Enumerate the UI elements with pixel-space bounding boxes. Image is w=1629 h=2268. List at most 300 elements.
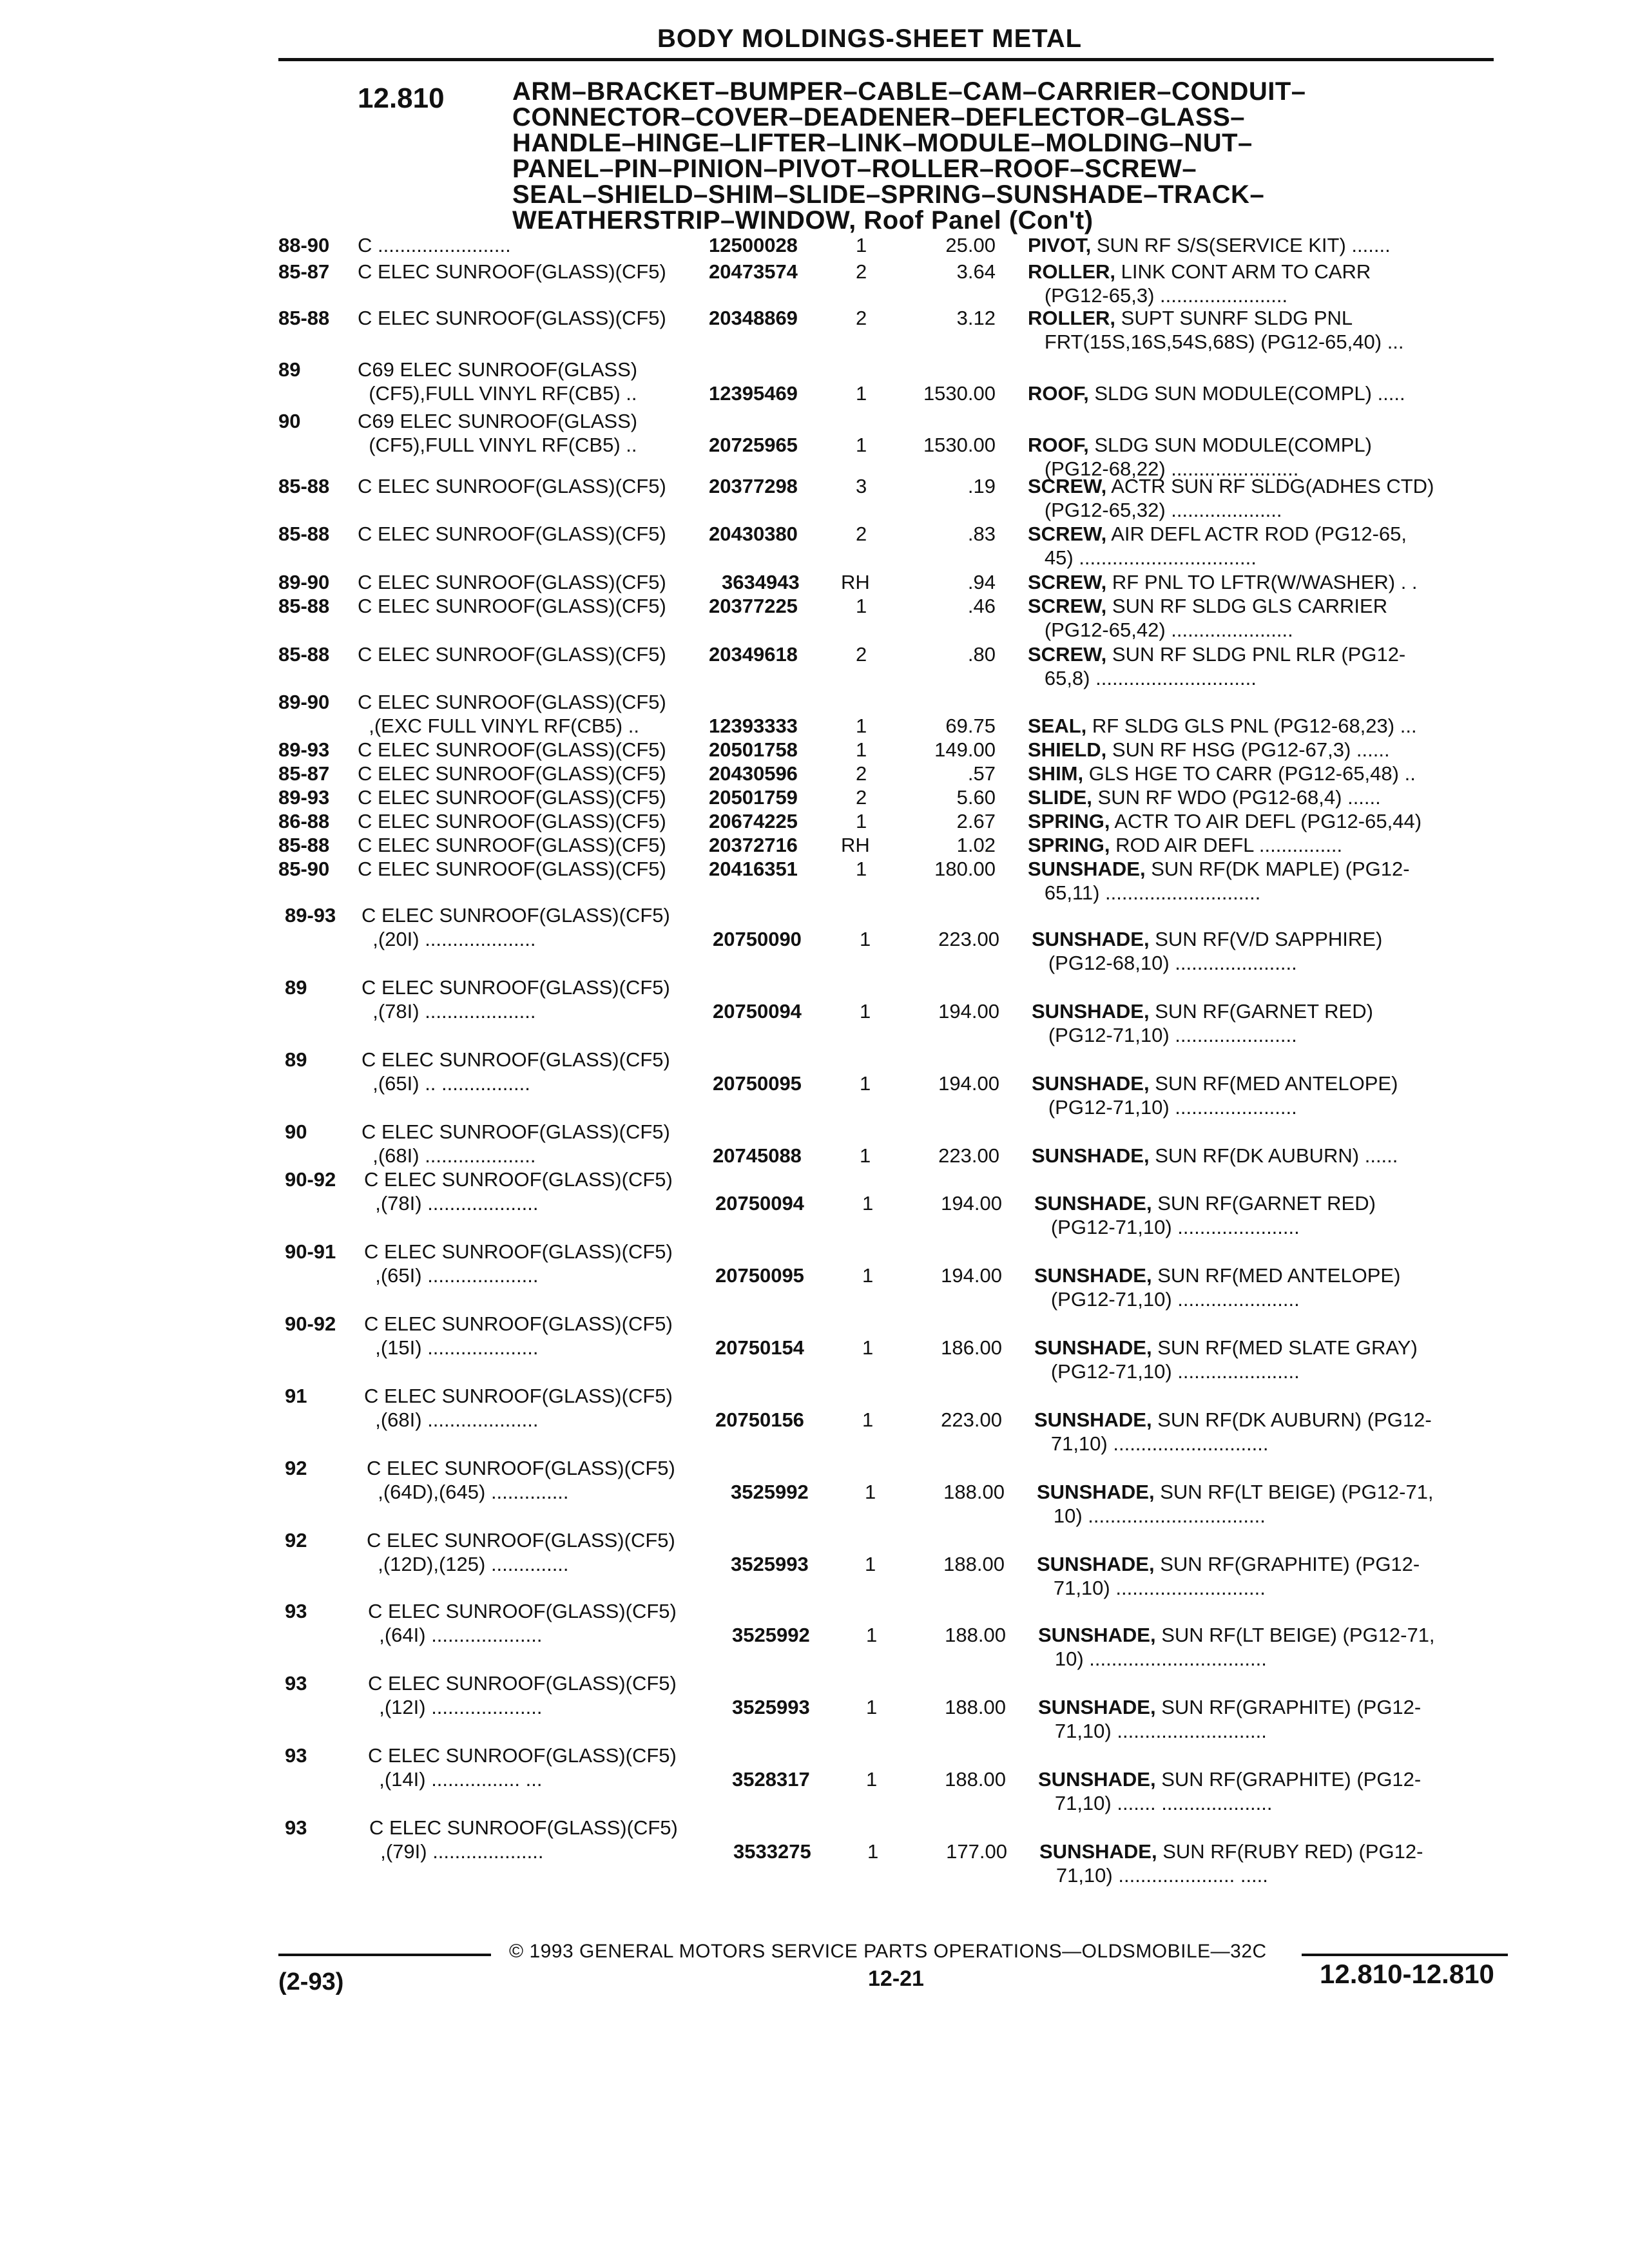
part-number: 20416351: [709, 858, 798, 880]
footer-rule-left: [278, 1954, 491, 1956]
part-name-line: [1028, 833, 1342, 857]
part-name: [1028, 833, 1342, 857]
part-modifier: SUN RF(DK AUBURN) ......: [1149, 1144, 1398, 1167]
part-name: [1034, 1336, 1418, 1383]
part-number: 3525992: [732, 1624, 810, 1646]
unit-price: .46: [967, 595, 996, 617]
part-noun: SUNSHADE,: [1032, 1072, 1150, 1095]
part-modifier: SLDG SUN MODULE(COMPL): [1088, 434, 1372, 456]
model-years: 90: [285, 1120, 307, 1143]
model-years: 89-93: [278, 738, 330, 761]
model-years: 89-93: [278, 786, 330, 809]
part-noun: SUNSHADE,: [1028, 858, 1146, 880]
quantity: 1: [860, 1144, 871, 1167]
unit-price: 180.00: [934, 858, 996, 880]
part-modifier: 71,10) ...........................: [1037, 1577, 1266, 1599]
part-name-line: [1028, 433, 1372, 457]
running-title: BODY MOLDINGS-SHEET METAL: [657, 24, 1083, 53]
part-noun: ROOF,: [1028, 434, 1089, 456]
quantity: 1: [856, 715, 867, 737]
description-line: ,(12I) ....................: [368, 1696, 543, 1718]
part-number: 12500028: [709, 234, 798, 256]
quantity: 1: [856, 234, 867, 256]
part-number: 20750095: [715, 1264, 804, 1287]
application-description: [368, 1744, 677, 1791]
quantity: 1: [856, 738, 867, 761]
part-name-line: [1034, 1215, 1376, 1239]
description-line: C ELEC SUNROOF(GLASS)(CF5): [369, 1816, 678, 1839]
quantity: RH: [841, 834, 870, 856]
part-noun: SCREW,: [1028, 475, 1107, 497]
part-name: [1037, 1480, 1434, 1528]
part-modifier: SUN RF(RUBY RED) (PG12-: [1157, 1840, 1423, 1863]
unit-price: .57: [967, 762, 996, 785]
application-description: [364, 1168, 673, 1215]
part-name-line: [1028, 618, 1387, 642]
part-modifier: (PG12-68,22) .......................: [1028, 457, 1299, 480]
part-modifier: (PG12-71,10) ......................: [1034, 1216, 1300, 1238]
part-modifier: SUN RF SLDG GLS CARRIER: [1106, 595, 1388, 617]
unit-price: 2.67: [956, 810, 996, 832]
description-line: ,(64I) ....................: [368, 1624, 543, 1646]
part-name-line: [1038, 1647, 1435, 1671]
unit-price: 188.00: [945, 1768, 1006, 1791]
quantity: 1: [866, 1624, 878, 1646]
application-description: [358, 358, 637, 405]
description-line: C ELEC SUNROOF(GLASS)(CF5): [358, 595, 666, 617]
part-noun: SPRING,: [1028, 834, 1110, 856]
part-name-line: [1038, 1695, 1421, 1719]
description-line: C ELEC SUNROOF(GLASS)(CF5): [358, 786, 666, 809]
model-years: 89-90: [278, 571, 330, 593]
unit-price: 3.64: [956, 260, 996, 283]
application-description: [358, 785, 666, 809]
part-name-line: [1034, 1191, 1376, 1215]
unit-price: 188.00: [945, 1624, 1006, 1646]
part-name-line: [1032, 999, 1373, 1023]
unit-price: 188.00: [943, 1481, 1005, 1503]
unit-price: 223.00: [938, 1144, 999, 1167]
model-years: 93: [285, 1600, 307, 1622]
unit-price: 223.00: [941, 1408, 1002, 1431]
part-modifier: SUPT SUNRF SLDG PNL: [1115, 307, 1353, 329]
application-description: [358, 690, 666, 738]
part-noun: ROLLER,: [1028, 307, 1116, 329]
part-noun: SLIDE,: [1028, 786, 1092, 809]
model-years: 85-88: [278, 643, 330, 666]
section-title-line: WEATHERSTRIP–WINDOW, Roof Panel (Con't): [512, 206, 1094, 235]
part-modifier: (PG12-65,32) ....................: [1028, 499, 1282, 521]
quantity: 1: [856, 382, 867, 405]
description-line: ,(14I) ................ ...: [368, 1768, 543, 1791]
part-name: [1028, 762, 1416, 785]
part-name: [1028, 857, 1410, 905]
part-number: 3528317: [732, 1768, 810, 1791]
part-noun: SUNSHADE,: [1032, 1144, 1150, 1167]
part-name: [1028, 642, 1405, 690]
application-description: [358, 738, 666, 762]
model-years: 89: [285, 976, 307, 999]
part-noun: SUNSHADE,: [1038, 1768, 1156, 1791]
description-line: ,(78I) ....................: [364, 1192, 539, 1215]
part-name-line: [1037, 1576, 1420, 1600]
part-noun: SUNSHADE,: [1034, 1408, 1152, 1431]
description-line: C ELEC SUNROOF(GLASS)(CF5): [358, 858, 666, 880]
part-name-line: [1028, 306, 1404, 330]
model-years: 85-88: [278, 595, 330, 617]
quantity: 1: [865, 1481, 876, 1503]
part-name-line: [1039, 1863, 1423, 1887]
part-name-line: [1038, 1719, 1421, 1743]
application-description: [361, 1120, 670, 1168]
part-modifier: (PG12-68,10) ......................: [1032, 952, 1297, 974]
unit-price: 186.00: [941, 1336, 1002, 1359]
model-years: 91: [285, 1385, 307, 1407]
model-years: 89: [285, 1048, 307, 1071]
description-line: C ELEC SUNROOF(GLASS)(CF5): [361, 904, 670, 927]
part-noun: SUNSHADE,: [1037, 1553, 1155, 1575]
description-line: C ELEC SUNROOF(GLASS)(CF5): [364, 1312, 673, 1335]
part-noun: SUNSHADE,: [1032, 928, 1150, 950]
part-number: 20750094: [713, 1000, 802, 1023]
description-line: ,(79I) ....................: [369, 1840, 544, 1863]
quantity: 1: [856, 810, 867, 832]
model-years: 85-88: [278, 475, 330, 497]
unit-price: 188.00: [945, 1696, 1006, 1718]
model-years: 85-88: [278, 523, 330, 545]
part-name-line: [1032, 1072, 1398, 1095]
part-name-line: [1028, 666, 1405, 690]
part-noun: SUNSHADE,: [1034, 1264, 1152, 1287]
quantity: RH: [841, 571, 870, 593]
description-line: C ELEC SUNROOF(GLASS)(CF5): [368, 1672, 677, 1695]
part-modifier: GLS HGE TO CARR (PG12-65,48) ..: [1083, 762, 1416, 785]
model-years: 90: [278, 410, 301, 432]
part-name-line: [1034, 1408, 1432, 1432]
description-line: C69 ELEC SUNROOF(GLASS): [358, 410, 638, 432]
part-number: 20473574: [709, 260, 798, 283]
part-number: 20750154: [715, 1336, 804, 1359]
part-modifier: SUN RF HSG (PG12-67,3) ......: [1106, 738, 1390, 761]
application-description: [361, 1048, 670, 1095]
description-line: C ELEC SUNROOF(GLASS)(CF5): [358, 523, 666, 545]
unit-price: 1.02: [956, 834, 996, 856]
quantity: 1: [860, 1000, 871, 1023]
part-noun: SHIM,: [1028, 762, 1084, 785]
section-title-line: CONNECTOR–COVER–DEADENER–DEFLECTOR–GLASS–: [512, 103, 1246, 131]
part-name-line: [1037, 1504, 1434, 1528]
part-name-line: [1038, 1623, 1435, 1647]
part-noun: SCREW,: [1028, 523, 1107, 545]
part-modifier: AIR DEFL ACTR ROD (PG12-65,: [1106, 523, 1407, 545]
part-modifier: 71,10) ..................... .....: [1039, 1864, 1268, 1887]
application-description: [364, 1384, 673, 1432]
application-description: [358, 809, 666, 833]
quantity: 2: [856, 307, 867, 329]
part-name-line: [1038, 1791, 1421, 1815]
part-noun: SHIELD,: [1028, 738, 1107, 761]
part-name-line: [1028, 284, 1371, 307]
section-title-line: HANDLE–HINGE–LIFTER–LINK–MODULE–MOLDING–NUT–: [512, 129, 1253, 157]
part-noun: SCREW,: [1028, 643, 1107, 666]
application-description: [364, 1312, 673, 1360]
part-number: 3525992: [731, 1481, 809, 1503]
part-modifier: ACTR SUN RF SLDG(ADHES CTD): [1106, 475, 1434, 497]
part-name: [1028, 785, 1381, 809]
part-modifier: SUN RF(V/D SAPPHIRE): [1149, 928, 1383, 950]
part-modifier: SUN RF(GRAPHITE) (PG12-: [1155, 1768, 1422, 1791]
model-years: 90-91: [285, 1240, 336, 1263]
part-modifier: (PG12-65,3) .......................: [1028, 284, 1288, 307]
part-name: [1032, 999, 1373, 1047]
part-name-line: [1028, 570, 1418, 594]
model-years: 89-90: [278, 691, 330, 713]
part-number: 3525993: [731, 1553, 809, 1575]
description-line: C ELEC SUNROOF(GLASS)(CF5): [368, 1744, 677, 1767]
part-modifier: SUN RF(DK AUBURN) (PG12-: [1152, 1408, 1432, 1431]
description-line: C ELEC SUNROOF(GLASS)(CF5): [358, 475, 666, 497]
part-name: [1028, 233, 1391, 257]
part-name-line: [1032, 1095, 1398, 1119]
description-line: C ELEC SUNROOF(GLASS)(CF5): [358, 307, 666, 329]
part-number: 12393333: [709, 715, 798, 737]
description-line: ,(78I) ....................: [361, 1000, 536, 1023]
application-description: [358, 306, 666, 330]
part-number: 20372716: [709, 834, 798, 856]
part-modifier: SUN RF(MED SLATE GRAY): [1152, 1336, 1418, 1359]
unit-price: 194.00: [938, 1000, 999, 1023]
description-line: C69 ELEC SUNROOF(GLASS): [358, 358, 638, 381]
part-modifier: SUN RF(GARNET RED): [1149, 1000, 1373, 1023]
part-number: 20750094: [715, 1192, 804, 1215]
model-years: 86-88: [278, 810, 330, 832]
part-name-line: [1034, 1336, 1418, 1360]
part-name-line: [1028, 785, 1381, 809]
part-noun: SUNSHADE,: [1037, 1481, 1155, 1503]
part-name: [1028, 570, 1418, 594]
description-line: C ELEC SUNROOF(GLASS)(CF5): [367, 1457, 675, 1479]
part-number: 20750095: [713, 1072, 802, 1095]
description-line: C ELEC SUNROOF(GLASS)(CF5): [364, 1385, 673, 1407]
part-modifier: SUN RF(MED ANTELOPE): [1149, 1072, 1398, 1095]
part-modifier: SUN RF(DK MAPLE) (PG12-: [1145, 858, 1410, 880]
part-number: 12395469: [709, 382, 798, 405]
part-noun: ROOF,: [1028, 382, 1089, 405]
application-description: [358, 857, 666, 881]
description-line: ,(15I) ....................: [364, 1336, 539, 1359]
section-title-line: SEAL–SHIELD–SHIM–SLIDE–SPRING–SUNSHADE–TRACK–: [512, 180, 1265, 209]
part-name: [1034, 1408, 1432, 1456]
description-line: ,(65I) .. ................: [361, 1072, 530, 1095]
quantity: 2: [856, 643, 867, 666]
application-description: [367, 1456, 675, 1504]
quantity: 1: [862, 1336, 874, 1359]
part-name-line: [1038, 1767, 1421, 1791]
part-name-line: [1028, 857, 1410, 881]
part-modifier: SUN RF(LT BEIGE) (PG12-71,: [1154, 1481, 1434, 1503]
description-line: C ELEC SUNROOF(GLASS)(CF5): [358, 691, 666, 713]
part-name-line: [1028, 594, 1387, 618]
part-modifier: RF PNL TO LFTR(W/WASHER) . .: [1106, 571, 1418, 593]
quantity: 3: [856, 475, 867, 497]
model-years: 85-90: [278, 858, 330, 880]
part-name: [1028, 474, 1434, 522]
part-name: [1028, 594, 1387, 642]
unit-price: .80: [967, 643, 996, 666]
description-line: C ELEC SUNROOF(GLASS)(CF5): [364, 1168, 673, 1191]
part-name-line: [1028, 233, 1391, 257]
description-line: ,(12D),(125) ..............: [367, 1553, 569, 1575]
application-description: [364, 1240, 673, 1287]
part-name-line: [1028, 881, 1410, 905]
part-name-line: [1032, 1144, 1398, 1168]
description-line: ,(20I) ....................: [361, 928, 536, 950]
part-name: [1028, 809, 1422, 833]
quantity: 2: [856, 762, 867, 785]
part-name-line: [1039, 1840, 1423, 1863]
description-line: C ELEC SUNROOF(GLASS)(CF5): [358, 643, 666, 666]
part-modifier: 65,11) ............................: [1028, 881, 1261, 904]
unit-price: 1530.00: [923, 382, 996, 405]
part-name-line: [1037, 1552, 1420, 1576]
application-description: [367, 1528, 675, 1576]
part-name: [1038, 1767, 1421, 1815]
model-years: 88-90: [278, 234, 330, 256]
quantity: 1: [865, 1553, 876, 1575]
part-number: 3634943: [722, 571, 800, 593]
part-modifier: 10) ................................: [1038, 1648, 1267, 1670]
part-modifier: SLDG SUN MODULE(COMPL) .....: [1088, 382, 1405, 405]
part-modifier: RF SLDG GLS PNL (PG12-68,23) ...: [1086, 715, 1417, 737]
part-name: [1038, 1623, 1435, 1671]
part-name-line: [1034, 1264, 1400, 1287]
unit-price: 1530.00: [923, 434, 996, 456]
part-name-line: [1028, 474, 1434, 498]
part-number: 3533275: [733, 1840, 811, 1863]
quantity: 1: [862, 1408, 874, 1431]
part-name-line: [1028, 714, 1417, 738]
application-description: [361, 903, 670, 951]
part-name-line: [1032, 951, 1382, 975]
part-modifier: 10) ................................: [1037, 1504, 1266, 1527]
unit-price: 69.75: [945, 715, 996, 737]
description-line: C ELEC SUNROOF(GLASS)(CF5): [368, 1600, 677, 1622]
part-name: [1032, 927, 1382, 975]
application-description: [358, 762, 666, 785]
description-line: C ELEC SUNROOF(GLASS)(CF5): [358, 738, 666, 761]
quantity: 2: [856, 523, 867, 545]
model-years: 93: [285, 1816, 307, 1839]
part-name-line: [1028, 546, 1407, 570]
quantity: 1: [856, 434, 867, 456]
part-modifier: (PG12-71,10) ......................: [1034, 1288, 1300, 1311]
section-title-line: ARM–BRACKET–BUMPER–CABLE–CAM–CARRIER–CONDUIT–: [512, 77, 1306, 106]
description-line: C ELEC SUNROOF(GLASS)(CF5): [361, 1048, 670, 1071]
part-number: 20750156: [715, 1408, 804, 1431]
quantity: 2: [856, 260, 867, 283]
part-modifier: SUN RF SLDG PNL RLR (PG12-: [1106, 643, 1406, 666]
part-name: [1034, 1264, 1400, 1311]
application-description: [358, 260, 666, 284]
part-noun: SUNSHADE,: [1032, 1000, 1150, 1023]
application-description: [358, 642, 666, 666]
part-number: 20501758: [709, 738, 798, 761]
application-description: [358, 522, 666, 546]
part-modifier: 71,10) ............................: [1034, 1432, 1269, 1455]
description-line: C ELEC SUNROOF(GLASS)(CF5): [358, 260, 666, 283]
part-modifier: SUN RF(GARNET RED): [1152, 1192, 1376, 1215]
part-name-line: [1028, 498, 1434, 522]
application-description: [368, 1671, 677, 1719]
quantity: 1: [860, 1072, 871, 1095]
unit-price: .94: [967, 571, 996, 593]
part-name-line: [1028, 762, 1416, 785]
part-modifier: (PG12-71,10) ......................: [1032, 1096, 1297, 1119]
part-name: [1039, 1840, 1423, 1887]
description-line: ,(68I) ....................: [364, 1408, 539, 1431]
description-line: C ELEC SUNROOF(GLASS)(CF5): [364, 1240, 673, 1263]
part-name-line: [1028, 738, 1390, 762]
unit-price: 177.00: [946, 1840, 1007, 1863]
quantity: 1: [866, 1768, 878, 1791]
section-number: 12.810: [358, 82, 445, 114]
application-description: [368, 1599, 677, 1647]
unit-price: 188.00: [943, 1553, 1005, 1575]
part-number: 20377298: [709, 475, 798, 497]
quantity: 1: [856, 858, 867, 880]
model-years: 90-92: [285, 1312, 336, 1335]
part-name: [1028, 738, 1390, 762]
part-name-line: [1028, 260, 1371, 284]
part-name: [1038, 1695, 1421, 1743]
application-description: [358, 594, 666, 618]
unit-price: .19: [967, 475, 996, 497]
part-number: 3525993: [732, 1696, 810, 1718]
part-name: [1037, 1552, 1420, 1600]
model-years: 92: [285, 1457, 307, 1479]
part-number: 20377225: [709, 595, 798, 617]
part-modifier: FRT(15S,16S,54S,68S) (PG12-65,40) ...: [1028, 331, 1404, 353]
application-description: [358, 833, 666, 857]
model-years: 93: [285, 1672, 307, 1695]
part-name: [1028, 306, 1404, 354]
copyright-notice: © 1993 GENERAL MOTORS SERVICE PARTS OPERATIONS—OLDSMOBILE—32C: [509, 1941, 1267, 1962]
page-number: 12-21: [868, 1966, 924, 1991]
model-years: 89-93: [285, 904, 336, 927]
part-name: [1028, 260, 1371, 307]
unit-price: 3.12: [956, 307, 996, 329]
description-line: C ELEC SUNROOF(GLASS)(CF5): [361, 976, 670, 999]
unit-price: 149.00: [934, 738, 996, 761]
part-noun: SEAL,: [1028, 715, 1087, 737]
description-line: C ELEC SUNROOF(GLASS)(CF5): [367, 1529, 675, 1552]
description-line: C ELEC SUNROOF(GLASS)(CF5): [358, 834, 666, 856]
part-noun: PIVOT,: [1028, 234, 1092, 256]
part-name-line: [1028, 522, 1407, 546]
model-years: 92: [285, 1529, 307, 1552]
part-name-line: [1032, 1023, 1373, 1047]
part-modifier: LINK CONT ARM TO CARR: [1115, 260, 1371, 283]
footer-rule-right: [1302, 1954, 1508, 1956]
model-years: 85-87: [278, 260, 330, 283]
part-modifier: SUN RF(GRAPHITE) (PG12-: [1155, 1696, 1422, 1718]
quantity: 1: [862, 1264, 874, 1287]
unit-price: .83: [967, 523, 996, 545]
date-code: (2-93): [278, 1968, 344, 1995]
part-modifier: ACTR TO AIR DEFL (PG12-65,44): [1110, 810, 1422, 832]
part-name: [1032, 1144, 1398, 1168]
part-modifier: 45) ................................: [1028, 546, 1257, 569]
